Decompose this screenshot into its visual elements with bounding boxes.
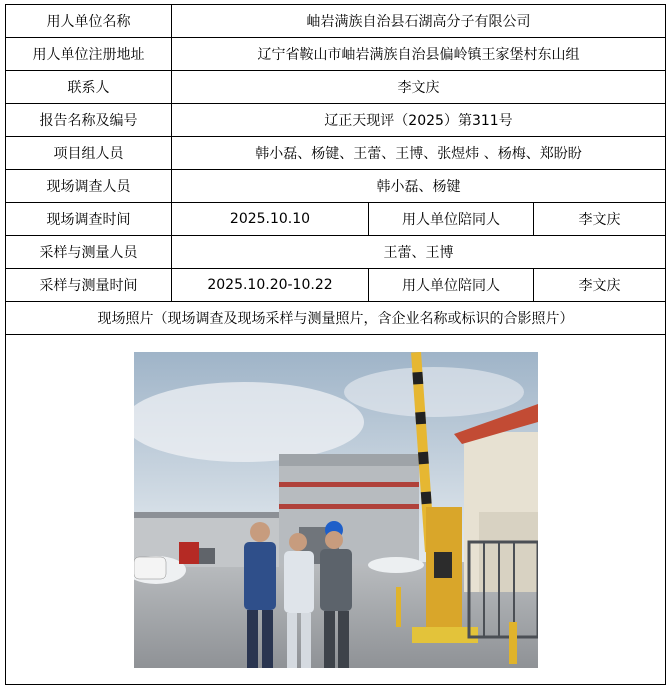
sampling-accomp-value: 李文庆 (534, 269, 666, 302)
unit-name-value: 岫岩满族自治县石湖高分子有限公司 (172, 5, 666, 38)
sampling-time-value: 2025.10.20-10.22 (172, 269, 369, 302)
sampling-staff-value: 王蕾、王博 (172, 236, 666, 269)
row-sampling-time (6, 269, 666, 302)
survey-time-value: 2025.10.10 (172, 203, 369, 236)
survey-staff-label: 现场调查人员 (6, 170, 172, 203)
truck (179, 542, 199, 564)
contact-value: 李文庆 (172, 71, 666, 104)
record-form (5, 4, 666, 685)
sampling-accomp-label: 用人单位陪同人 (369, 269, 534, 302)
photo-cell (6, 335, 666, 685)
site-photo-image (134, 352, 538, 668)
report-label: 报告名称及编号 (6, 104, 172, 137)
survey-staff-value: 韩小磊、杨键 (172, 170, 666, 203)
row-survey-time (6, 203, 666, 236)
car (134, 557, 166, 579)
row-photo-header (6, 302, 666, 335)
unit-address-label: 用人单位注册地址 (6, 38, 172, 71)
report-value: 辽正天现评（2025）第311号 (172, 104, 666, 137)
survey-accomp-label: 用人单位陪同人 (369, 203, 534, 236)
row-survey-staff (6, 170, 666, 203)
cloud (344, 367, 524, 417)
contact-label: 联系人 (6, 71, 172, 104)
row-unit-address (6, 38, 666, 71)
sampling-time-label: 采样与测量时间 (6, 269, 172, 302)
row-photo (6, 335, 666, 685)
row-sampling-staff (6, 236, 666, 269)
site-photo (134, 352, 538, 668)
survey-time-label: 现场调查时间 (6, 203, 172, 236)
row-unit-name (6, 5, 666, 38)
sampling-staff-label: 采样与测量人员 (6, 236, 172, 269)
unit-address-value: 辽宁省鞍山市岫岩满族自治县偏岭镇王家堡村东山组 (172, 38, 666, 71)
cloud (134, 382, 364, 462)
row-contact (6, 71, 666, 104)
row-team (6, 137, 666, 170)
photo-header: 现场照片（现场调查及现场采样与测量照片，含企业名称或标识的合影照片） (6, 302, 666, 335)
team-label: 项目组人员 (6, 137, 172, 170)
survey-accomp-value: 李文庆 (534, 203, 666, 236)
team-value: 韩小磊、杨键、王蕾、王博、张煜炜 、杨梅、郑盼盼 (172, 137, 666, 170)
row-report (6, 104, 666, 137)
unit-name-label: 用人单位名称 (6, 5, 172, 38)
